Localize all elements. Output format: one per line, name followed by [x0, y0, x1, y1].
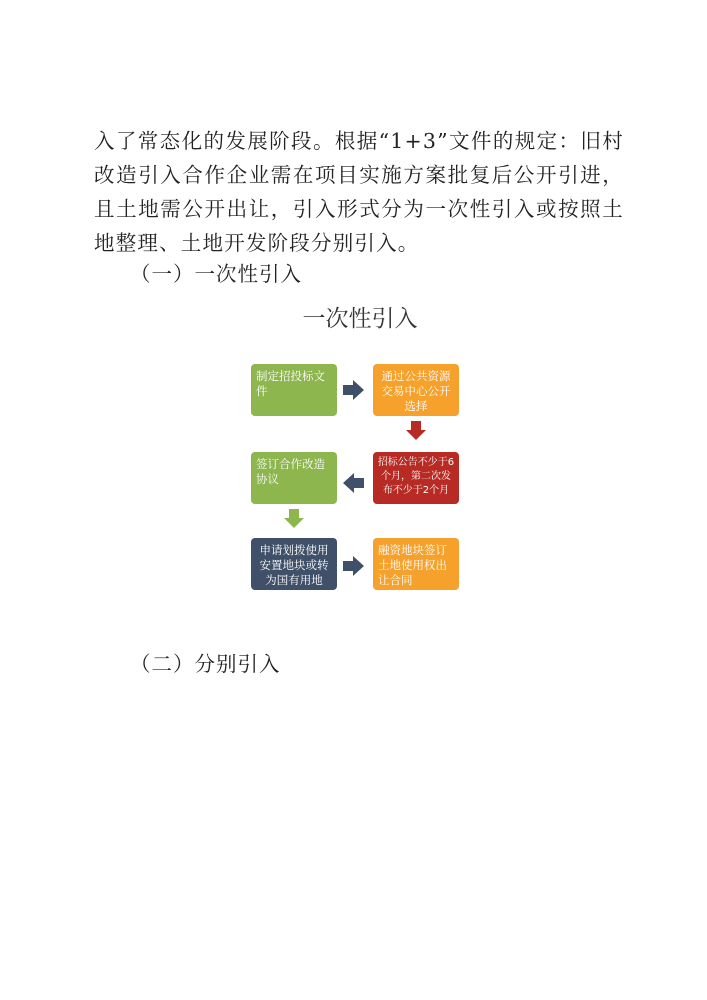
section-heading-2: （二）分别引入 — [130, 652, 281, 676]
body-paragraph: 入了常态化的发展阶段。根据“1+3”文件的规定：旧村改造引入合作企业需在项目实施方案批复后公开引进，且土地需公开出让，引入形式分为一次性引入或按照土地整理、土地开发阶段分别引入。 — [94, 129, 624, 255]
arrow-left-icon — [343, 473, 365, 493]
flow-diagram — [240, 300, 480, 600]
step-draft-tender: 制定招投标文件 — [251, 364, 337, 416]
arrow-down-icon — [284, 509, 304, 529]
step-apply-allocation: 申请划拨使用安置地块或转为国有用地 — [251, 538, 337, 590]
section-heading-1: （一）一次性引入 — [130, 262, 302, 286]
step-land-use-contract: 融资地块签订土地使用权出让合同 — [373, 538, 459, 590]
step-public-selection: 通过公共资源交易中心公开选择 — [373, 364, 459, 416]
step-sign-agreement: 签订合作改造协议 — [251, 452, 337, 504]
arrow-down-icon — [406, 421, 426, 441]
step-tender-notice: 招标公告不少于6个月，第二次发布不少于2个月 — [373, 452, 459, 504]
arrow-right-icon — [343, 556, 365, 576]
diagram-title: 一次性引入 — [302, 306, 418, 332]
arrow-right-icon — [343, 380, 365, 400]
